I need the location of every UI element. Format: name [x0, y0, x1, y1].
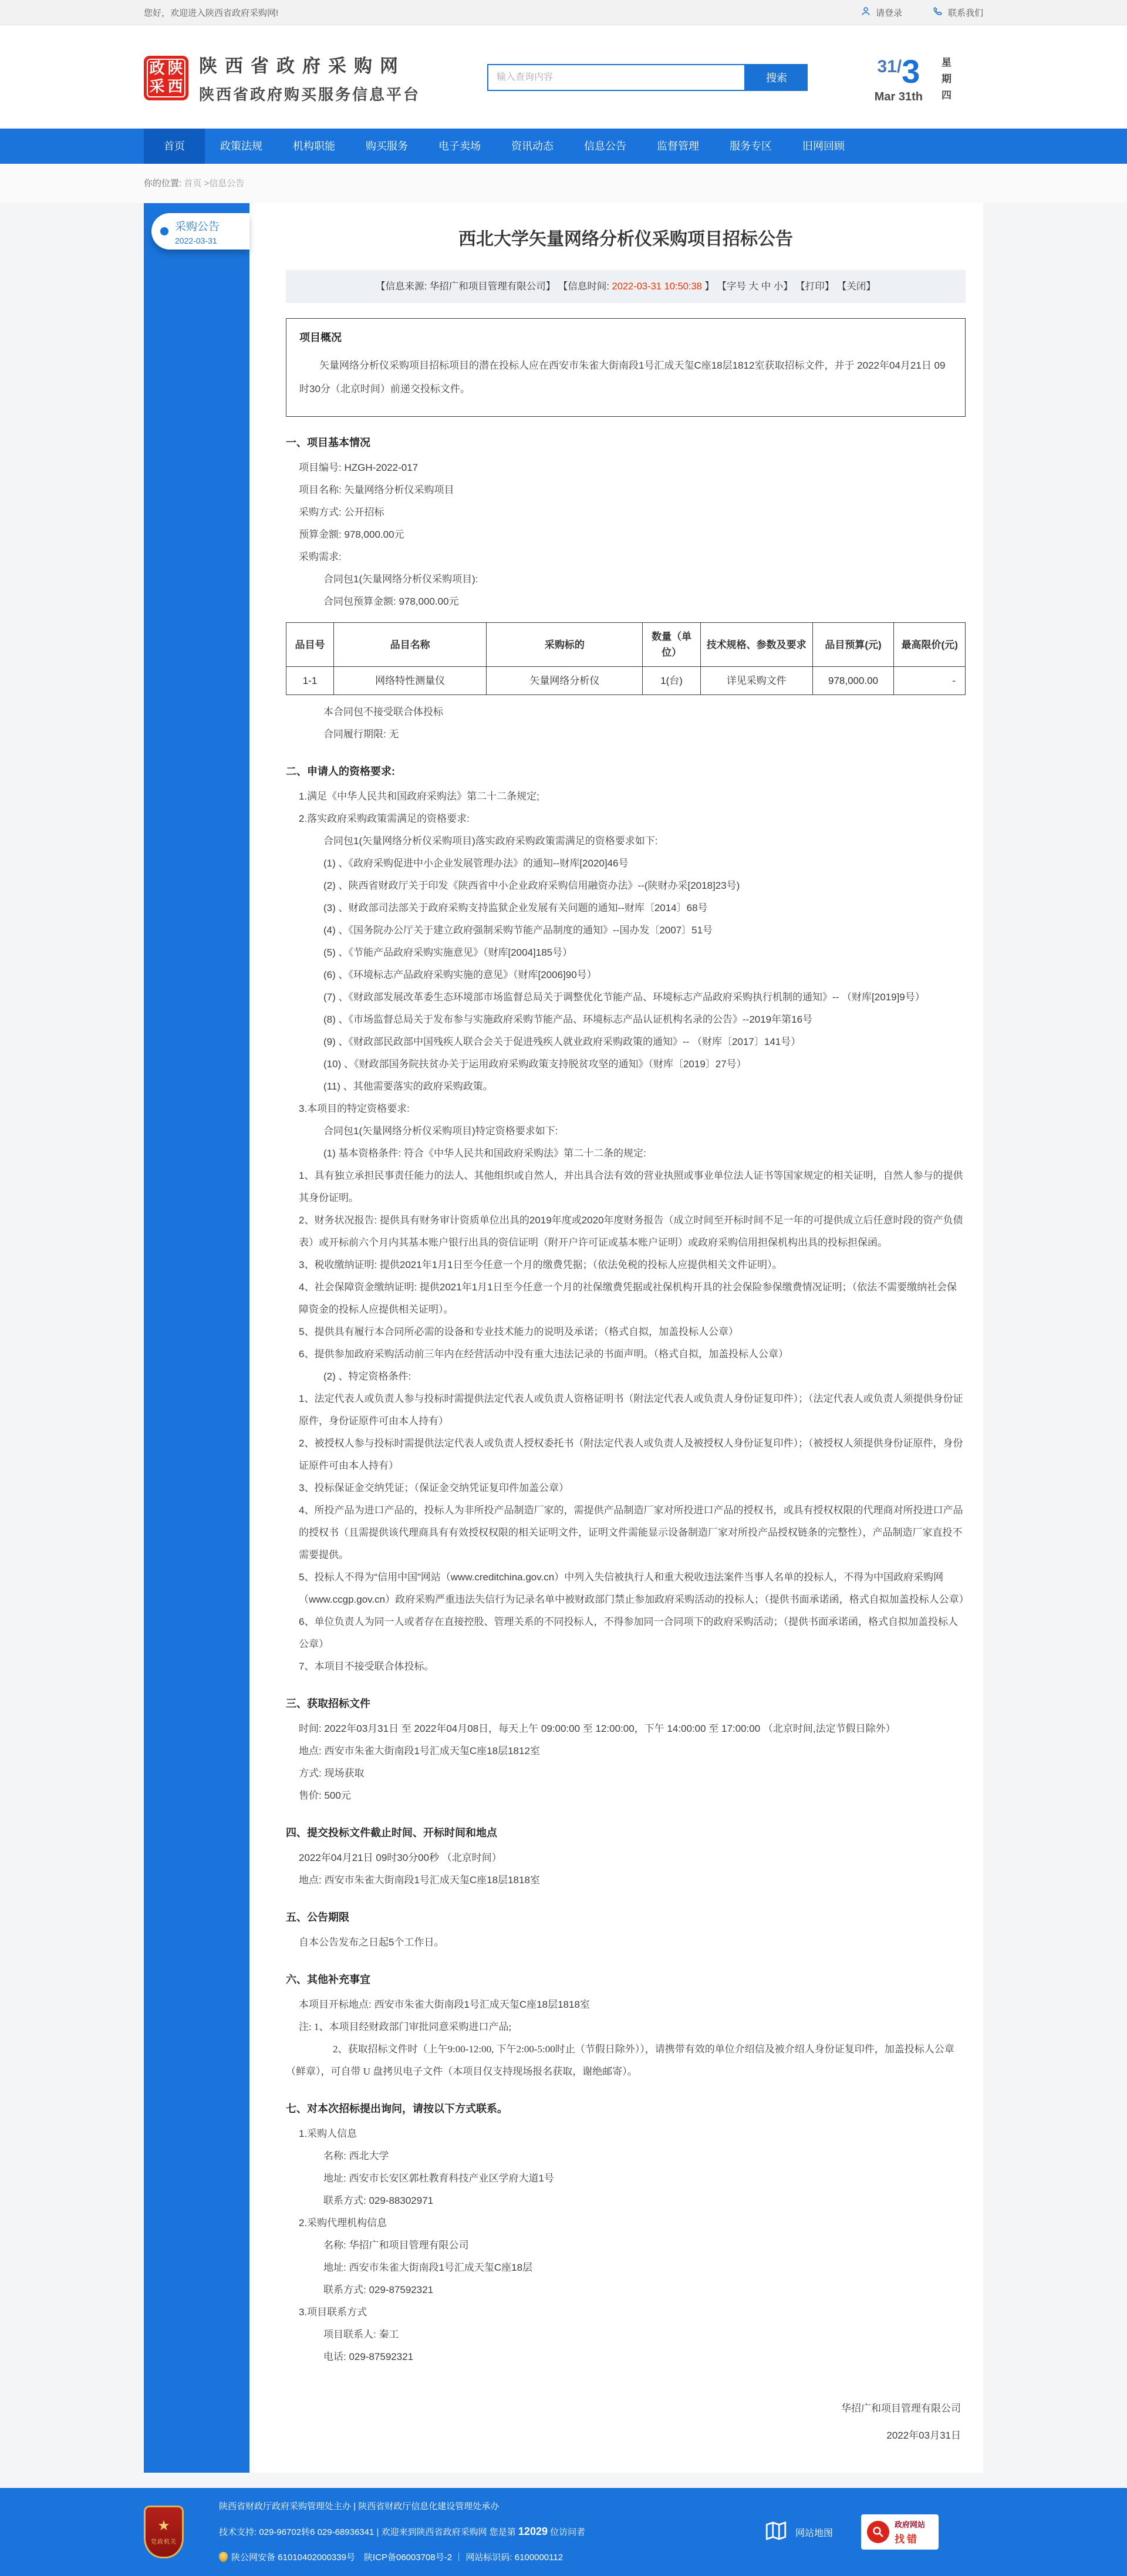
- text-line: 项目编号: HZGH-2022-017: [299, 462, 419, 473]
- cell-item-no: 1-1: [286, 667, 334, 695]
- footer-support-text: 技术支持: 029-96702转6 029-68936341 | 欢迎来到陕西省政府采购网 您是第: [219, 2527, 518, 2537]
- text-line: 6、单位负责人为同一人或者存在直接控股、管理关系的不同投标人，不得参加同一合同项下的政府采购活动；（提供书面承诺函，格式自拟加盖投标人公章）: [299, 1616, 958, 1650]
- beian-number[interactable]: 陕公网安备 61010402000339号: [231, 2553, 355, 2562]
- footer-separator: ｜: [452, 2553, 466, 2562]
- text-line: 地址: 西安市长安区郭杜教育科技产业区学府大道1号: [323, 2173, 554, 2184]
- date-numbers: [875, 52, 923, 90]
- text-line: 2022年04月21日 09时30分00秒 （北京时间）: [299, 1852, 502, 1863]
- text-line: 本合同包不接受联合体投标: [323, 706, 443, 717]
- nav-item[interactable]: 政策法规: [220, 140, 262, 152]
- site-name: 陕西省政府采购网: [199, 56, 406, 76]
- section-basic-info: [286, 434, 966, 746]
- breadcrumb-prefix: 你的位置:: [144, 178, 182, 188]
- date-english: Mar 31th: [874, 90, 923, 103]
- footer-line-support: [219, 2519, 585, 2545]
- text-line: (10) 、《财政部国务院扶贫办关于运用政府采购政策支持脱贫攻坚的通知》（财库〔2019〕27号）: [323, 1058, 747, 1070]
- page-title: 西北大学矢量网络分析仪采购项目招标公告: [458, 230, 793, 249]
- map-icon: [764, 2518, 788, 2546]
- finderr-label: 找错: [895, 2534, 919, 2545]
- col-budget: 品目预算(元): [812, 623, 894, 667]
- text-line: 1、具有独立承担民事责任能力的法人、其他组织或自然人，并出具合法有效的营业执照或事业单位法人证书等国家规定的相关证明，自然人参与的提供其身份证明。: [299, 1170, 963, 1203]
- user-icon: [861, 6, 871, 19]
- party-government-badge-icon: [144, 2506, 184, 2558]
- text-line: 合同包1(矢量网络分析仪采购项目):: [323, 574, 478, 585]
- phone-icon: [933, 6, 943, 19]
- search-input[interactable]: [487, 64, 745, 91]
- text-line: 名称: 西北大学: [323, 2150, 389, 2162]
- nav-item[interactable]: 电子卖场: [438, 140, 481, 152]
- text-line: 合同履行期限: 无: [323, 729, 399, 740]
- main-nav: [0, 129, 1127, 164]
- left-sidebar: [144, 203, 249, 2473]
- col-price-limit: 最高限价(元): [894, 623, 966, 667]
- col-item-no: 品目号: [286, 623, 334, 667]
- login-label: 请登录: [875, 8, 902, 18]
- police-badge-icon: [219, 2552, 228, 2562]
- text-line: 项目联系人: 秦工: [323, 2329, 399, 2340]
- section-heading: 三、获取招标文件: [286, 1698, 370, 1710]
- gov-site-error-report-badge[interactable]: [861, 2514, 939, 2550]
- cell-specs: 详见采购文件: [700, 667, 812, 695]
- text-line: (7) 、《财政部发展改革委生态环境部市场监督总局关于调整优化节能产品、环境标志产品政府采购执行机制的通知》-- （财库[2019]9号）: [323, 992, 925, 1003]
- nav-item[interactable]: 旧网回顾: [802, 140, 845, 152]
- text-line: 名称: 华招广和项目管理有限公司: [323, 2240, 469, 2251]
- text-line: (1) 基本资格条件: 符合《中华人民共和国政府采购法》第二十二条的规定:: [323, 1148, 646, 1159]
- site-id-code: 网站标识码: 6100000112: [465, 2553, 564, 2562]
- text-line: (4) 、《国务院办公厅关于建立政府强制采购节能产品制度的通知》--国办发〔2007〕51号: [323, 925, 713, 936]
- meta-time-value: 2022-03-31 10:50:38: [612, 281, 702, 292]
- sidebar-item-procurement-announcement[interactable]: [151, 213, 249, 249]
- section-heading: 四、提交投标文件截止时间、开标时间和地点: [286, 1827, 497, 1839]
- seal-char: 采: [149, 78, 165, 95]
- date-day: 31: [877, 57, 897, 76]
- nav-item[interactable]: 信息公告: [584, 140, 626, 152]
- section-heading: 二、申请人的资格要求:: [286, 766, 395, 777]
- icp-number[interactable]: 陕ICP备06003708号-2: [355, 2553, 453, 2562]
- cell-item-name: 网络特性测量仪: [333, 667, 486, 695]
- text-line: 3、税收缴纳证明: 提供2021年1月1日至今任意一个月的缴费凭据；（依法免税的投标人应提供相关文件证明）。: [299, 1259, 782, 1270]
- section-obtain-documents: [286, 1695, 966, 1807]
- seal-logo-icon: [144, 56, 188, 100]
- text-line: 售价: 500元: [299, 1790, 351, 1801]
- section-deadline-opening: [286, 1825, 966, 1891]
- section-heading: 七、对本次招标提出询问，请按以下方式联系。: [286, 2103, 508, 2115]
- text-line: 联系方式: 029-88302971: [323, 2195, 434, 2206]
- cell-procurement-subject: 矢量网络分析仪: [487, 667, 643, 695]
- nav-item[interactable]: 资讯动态: [511, 140, 554, 152]
- site-logo: [144, 51, 420, 104]
- section-announcement-period: [286, 1909, 966, 1954]
- sitemap-label: 网站地图: [795, 2528, 833, 2538]
- sidebar-tab-title: 采购公告: [175, 220, 220, 233]
- sitemap-link[interactable]: [764, 2518, 833, 2546]
- text-line: 2.采购代理机构信息: [299, 2217, 387, 2228]
- breadcrumb: [144, 164, 983, 203]
- text-line: 合同包1(矢量网络分析仪采购项目)特定资格要求如下:: [323, 1125, 558, 1137]
- text-line: 3、投标保证金交纳凭证；（保证金交纳凭证复印件加盖公章）: [299, 1482, 569, 1493]
- text-line: (6) 、《环境标志产品政府采购实施的意见》（财库[2006]90号）: [323, 969, 597, 980]
- signoff-date: 2022年03月31日: [886, 2430, 961, 2441]
- fontsize-controls[interactable]: 【字号 大 中 小】: [717, 281, 793, 292]
- text-line: 1、法定代表人或负责人参与投标时需提供法定代表人或负责人资格证明书（附法定代表人或负责人身份证复印件）；（法定代表人或负责人须提供身份证原件，身份证原件可由本人持有）: [299, 1393, 963, 1427]
- date-separator: /: [896, 57, 902, 76]
- text-line: 1.采购人信息: [299, 2128, 357, 2139]
- finderr-title: 政府网站: [895, 2520, 926, 2529]
- seal-char: 西: [167, 78, 183, 95]
- meta-source: 【信息来源: 华招广和项目管理有限公司】: [376, 281, 556, 292]
- seal-char: 陕: [167, 60, 183, 77]
- main-area: [0, 203, 1127, 2473]
- site-header: [0, 25, 1127, 129]
- text-line: (2) 、特定资格条件:: [323, 1371, 411, 1382]
- text-line: 自本公告发布之日起5个工作日。: [299, 1937, 444, 1948]
- section-heading: 六、其他补充事宜: [286, 1974, 370, 1985]
- col-specs: 技术规格、参数及要求: [700, 623, 812, 667]
- text-line: 预算金额: 978,000.00元: [299, 529, 404, 540]
- text-line: 合同包1(矢量网络分析仪采购项目)落实政府采购政策需满足的资格要求如下:: [323, 835, 658, 847]
- nav-item[interactable]: 首页: [144, 129, 205, 164]
- text-line: 地点: 西安市朱雀大街南段1号汇成天玺C座18层1812室: [299, 1745, 540, 1756]
- contact-label: 联系我们: [947, 8, 983, 18]
- text-line: 6、提供参加政府采购活动前三年内在经营活动中没有重大违法记录的书面声明。（格式自拟，加盖投标人公章）: [299, 1348, 788, 1360]
- footer: [0, 2488, 1127, 2576]
- text-line: 2、获取招标文件时（上午9:00-12:00, 下午2:00-5:00时止（节假日除外）），请携带有效的单位介绍信及被介绍人身份证复印件，加盖投标人公章（鲜章），可自带 U 盘拷贝电子文件（本项目仅支持现场报名获取，谢绝邮寄）。: [286, 2044, 954, 2077]
- visitor-count: 12029: [518, 2526, 548, 2537]
- text-line: 4、所投产品为进口产品的，投标人为非所投产品制造厂家的，需提供产品制造厂家对所投进口产品的授权书，或具有授权权限的代理商对所投进口产品的授权书（且需提供该代理商具有有效授权权限的相关证明文件，证明文件需能显示设备制造厂家对所投产品授权链条的完整性），产品制造厂家直投不需要提供。: [299, 1505, 963, 1560]
- text-line: 2、被授权人参与投标时需提供法定代表人或负责人授权委托书（附法定代表人或负责人及被授权人身份证复印件）；（被授权人须提供身份证原件，身份证原件可由本人持有）: [299, 1438, 963, 1471]
- text-line: (2) 、陕西省财政厅关于印发《陕西省中小企业政府采购信用融资办法》--(陕财办采[2018]23号): [323, 880, 740, 891]
- contact-link[interactable]: [933, 6, 983, 19]
- text-line: 地点: 西安市朱雀大街南段1号汇成天玺C座18层1818室: [299, 1874, 540, 1886]
- nav-item[interactable]: 服务专区: [730, 140, 772, 152]
- search-box: [487, 64, 808, 91]
- text-line: 5、提供具有履行本合同所必需的设备和专业技术能力的说明及承诺；（格式自拟，加盖投标人公章）: [299, 1326, 738, 1337]
- meta-time-label: 【信息时间:: [558, 281, 612, 292]
- meta-time-close: 】: [701, 281, 714, 292]
- badge-emblem-icon: ★: [157, 2517, 170, 2534]
- breadcrumb-current[interactable]: >信息公告: [204, 178, 245, 188]
- text-line: 电话: 029-87592321: [323, 2351, 414, 2362]
- text-line: 地址: 西安市朱雀大街南段1号汇成天玺C座18层: [323, 2262, 533, 2273]
- text-line: 3.项目联系方式: [299, 2307, 367, 2318]
- topbar: [0, 0, 1127, 25]
- sidebar-tab-date: 2022-03-31: [175, 235, 217, 245]
- site-subtitle: 陕西省政府购买服务信息平台: [199, 86, 421, 103]
- nav-item[interactable]: 购买服务: [366, 140, 408, 152]
- text-line: 本项目开标地点: 西安市朱雀大街南段1号汇成天玺C座18层1818室: [299, 1999, 590, 2010]
- cell-budget: 978,000.00: [812, 667, 894, 695]
- text-line: 联系方式: 029-87592321: [323, 2284, 434, 2295]
- bullet-dot-icon: [160, 227, 168, 235]
- section-contacts: [286, 2100, 966, 2368]
- text-line: 项目名称: 矢量网络分析仪采购项目: [299, 484, 454, 495]
- text-line: (8) 、《市场监督总局关于发布参与实施政府采购节能产品、环境标志产品认证机构名录的公告》--2019年第16号: [323, 1014, 813, 1025]
- text-line: (3) 、财政部司法部关于政府采购支持监狱企业发展有关问题的通知--财库〔2014〕68号: [323, 902, 708, 913]
- overview-body: 矢量网络分析仪采购项目招标项目的潜在投标人应在西安市朱雀大街南段1号汇成天玺C座18层1812室获取招标文件，并于 2022年04月21日 09时30分（北京时间）前递交投标文件。: [299, 360, 946, 395]
- text-line: 采购方式: 公开招标: [299, 507, 384, 518]
- nav-item[interactable]: 监督管理: [657, 140, 699, 152]
- print-button[interactable]: 【打印】: [795, 281, 835, 292]
- table-row: [286, 667, 966, 695]
- text-line: 7、本项目不接受联合体投标。: [299, 1661, 434, 1672]
- text-line: 4、社会保障资金缴纳证明: 提供2021年1月1日至今任意一个月的社保缴费凭据或社保机构开具的社会保险参保缴费情况证明；（依法不需要缴纳社会保障资金的投标人应提供相关证明）。: [299, 1282, 957, 1315]
- article-meta-bar: [286, 270, 966, 303]
- signoff: [286, 2395, 966, 2449]
- text-line: 采购需求:: [299, 551, 342, 562]
- text-line: 方式: 现场获取: [299, 1768, 365, 1779]
- col-quantity: 数量（单位）: [643, 623, 700, 667]
- breadcrumb-bar: [0, 164, 1127, 203]
- signoff-org: 华招广和项目管理有限公司: [841, 2403, 961, 2414]
- table-header-row: [286, 623, 966, 667]
- search-button[interactable]: 搜索: [745, 64, 808, 91]
- seal-char: 政: [149, 60, 165, 77]
- badge-label: 党政机关: [151, 2538, 177, 2545]
- login-link[interactable]: [861, 6, 902, 19]
- text-line: 3.本项目的特定资格要求:: [299, 1103, 410, 1114]
- section-supplementary: [286, 1971, 966, 2083]
- project-overview-box: [286, 318, 966, 417]
- footer-visitor-text: 位访问者: [547, 2527, 586, 2537]
- text-line: (11) 、其他需要落实的政府采购政策。: [323, 1081, 493, 1092]
- footer-line-sponsor: 陕西省财政厅政府采购管理处主办 | 陕西省财政厅信息化建设管理处承办: [219, 2501, 500, 2511]
- text-line: 注: 1、本项目经财政部门审批同意采购进口产品;: [299, 2021, 512, 2032]
- close-button[interactable]: 【关闭】: [836, 281, 876, 292]
- text-line: (9) 、《财政部民政部中国残疾人联合会关于促进残疾人就业政府采购政策的通知》-- （财库〔2017〕141号）: [323, 1036, 801, 1047]
- section-heading: 五、公告期限: [286, 1911, 349, 1923]
- breadcrumb-home-link[interactable]: 首页: [184, 178, 202, 188]
- magnifier-icon: [867, 2521, 889, 2543]
- nav-item[interactable]: 机构职能: [293, 140, 335, 152]
- cell-quantity: 1(台): [643, 667, 700, 695]
- text-line: 时间: 2022年03月31日 至 2022年04月08日，每天上午 09:00:00 至 12:00:00，下午 14:00:00 至 17:00:00 （北京时间,法定节假日除外）: [299, 1723, 896, 1734]
- text-line: 2.落实政府采购政策需满足的资格要求:: [299, 813, 470, 824]
- text-line: 2、财务状况报告: 提供具有财务审计资质单位出具的2019年度或2020年度财务报告（成立时间至开标时间不足一年的可提供成立后任意时段的资产负债表）或开标前六个月内其基本账户银行出具的资信证明（附开户许可证或基本账户证明）或政府采购信用担保机构出具的投标担保函。: [299, 1215, 963, 1248]
- col-item-name: 品目名称: [333, 623, 486, 667]
- footer-line-registration: [219, 2545, 585, 2570]
- text-line: 合同包预算金额: 978,000.00元: [323, 596, 459, 607]
- text-line: 1.满足《中华人民共和国政府采购法》第二十二条规定;: [299, 791, 539, 802]
- date-month: 3: [902, 53, 920, 90]
- section-heading: 一、项目基本情况: [286, 437, 370, 449]
- weekday-label: 星期四: [940, 57, 951, 106]
- welcome-text: 您好，欢迎进入陕西省政府采购网!: [144, 8, 279, 18]
- section-qualifications: [286, 763, 969, 1678]
- items-table: [286, 622, 966, 695]
- text-line: 5、投标人不得为“信用中国”网站（www.creditchina.gov.cn）中列入失信被执行人和重大税收违法案件当事人名单的投标人，不得为中国政府采购网（www.ccgp.gov.cn）政府采购严重违法失信行为记录名单中被财政部门禁止参加政府采购活动的投标人；（提供书面承诺函，格式自拟加盖投标人公章）: [299, 1572, 969, 1605]
- text-line: (5) 、《节能产品政府采购实施意见》（财库[2004]185号）: [323, 947, 573, 958]
- cell-price-limit: -: [894, 667, 966, 695]
- overview-heading: 项目概况: [299, 332, 342, 343]
- col-procurement-subject: 采购标的: [487, 623, 643, 667]
- article-content: [249, 203, 983, 2473]
- text-line: (1) 、《政府采购促进中小企业发展管理办法》的通知--财库[2020]46号: [323, 858, 629, 869]
- date-widget: [875, 52, 982, 106]
